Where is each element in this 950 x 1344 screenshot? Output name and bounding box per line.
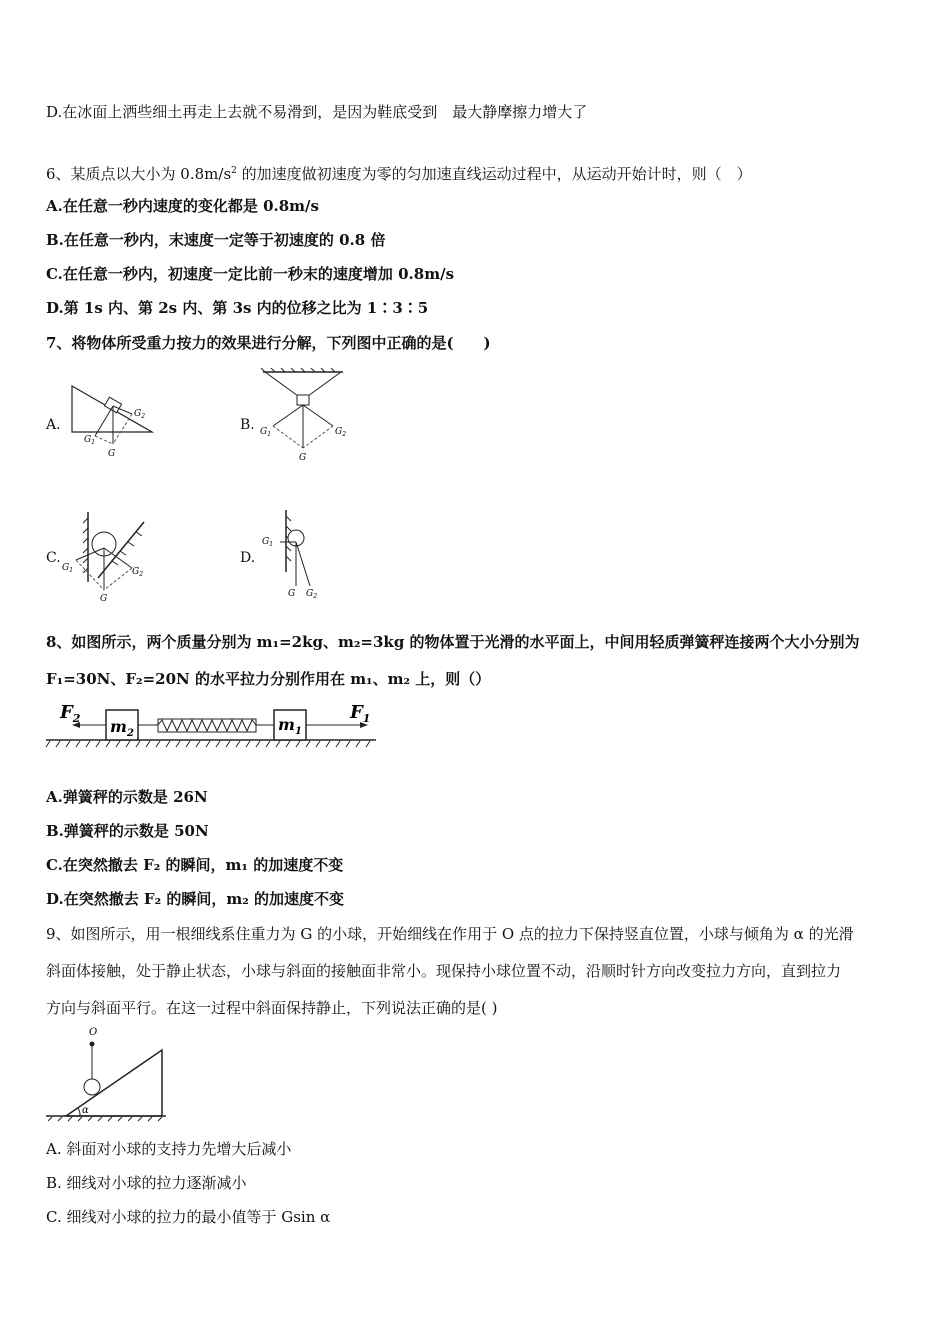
q7b-g1: $G_1$ [260,427,272,438]
q8-option-c: C.在突然撤去 F₂ 的瞬间，m₁ 的加速度不变 [46,856,344,874]
q7-stem: 7、将物体所受重力按力的效果进行分解，下列图中正确的是( ) [46,334,491,352]
q7a-g1: $G_1$ [84,435,96,446]
q9-option-b: B. 细线对小球的拉力逐渐减小 [46,1174,247,1192]
q6-option-d: D.第 1s 内、第 2s 内、第 3s 内的位移之比为 1∶3∶5 [46,299,429,317]
q7b-g2: $G_2$ [335,427,347,438]
q9-stem-line1: 9、如图所示，用一根细线系住重力为 G 的小球，开始细线在作用于 O 点的拉力下保持竖直位置，小球与倾角为 α 的光滑 [46,925,854,943]
q8-stem-line2: F₁=30N、F₂=20N 的水平拉力分别作用在 m₁、m₂ 上，则（） [46,670,491,688]
q7-label-d: D. [240,550,256,566]
q7-figure-c [62,508,152,604]
q7d-g2: $G_2$ [306,589,318,600]
q7-figure-d [258,508,338,604]
q9-stem-line2: 斜面体接触，处于静止状态，小球与斜面的接触面非常小。现保持小球位置不动，沿顺时针方向改变拉力方向，直到拉力 [46,962,842,980]
q6-stem-part2: 的加速度做初速度为零的匀加速直线运动过程中，从运动开始计时，则（ ） [236,165,752,183]
q7c-g1: $G_1$ [62,563,74,574]
q9-option-c: C. 细线对小球的拉力的最小值等于 Gsin α [46,1208,331,1226]
q7a-g2: $G_2$ [134,409,146,420]
q7d-g1: $G_1$ [262,537,274,548]
q8-figure [46,700,378,756]
q8-stem-line1: 8、如图所示，两个质量分别为 m₁=2kg、m₂=3kg 的物体置于光滑的水平面上，中间用轻质弹簧秤连接两个大小分别为 [46,633,860,651]
q6-stem-sup: 2 [231,166,237,176]
q8-f2: $F_2$ [60,702,81,725]
q9-figure [46,1024,170,1122]
q9-angle-alpha: α [82,1105,89,1116]
q7a-g: G [108,449,116,459]
q6-stem [46,161,752,184]
q7b-g: G [299,453,307,463]
q9-point-o: O [89,1027,98,1038]
q8-option-b: B.弹簧秤的示数是 50N [46,822,209,840]
q8-f1: $F_1$ [350,702,371,725]
q6-option-c: C.在任意一秒内，初速度一定比前一秒末的速度增加 0.8m/s [46,265,455,283]
q6-stem-part1: 6、某质点以大小为 0.8m/s [46,165,232,183]
q8-m1: $m_1$ [278,715,302,737]
q9-stem-line3: 方向与斜面平行。在这一过程中斜面保持静止，下列说法正确的是( ) [46,999,498,1017]
q8-option-a: A.弹簧秤的示数是 26N [46,788,208,806]
q8-option-d: D.在突然撤去 F₂ 的瞬间，m₂ 的加速度不变 [46,890,345,908]
q7-figure-a [70,382,160,462]
q6-option-a: A.在任意一秒内速度的变化都是 0.8m/s [46,197,319,215]
q7d-g: G [288,589,296,599]
q7c-g: G [100,594,108,604]
q8-m2: $m_2$ [110,717,134,739]
q7-label-c: C. [46,550,61,566]
q7-figure-b [255,368,355,464]
q9-option-a: A. 斜面对小球的支持力先增大后减小 [46,1140,292,1158]
q7c-g2: $G_2$ [132,567,144,578]
q6-option-b: B.在任意一秒内，末速度一定等于初速度的 0.8 倍 [46,231,386,249]
q7-label-b: B. [240,417,255,433]
q5-option-d: D.在冰面上洒些细土再走上去就不易滑到，是因为鞋底受到 最大静摩擦力增大了 [46,103,588,121]
q7-label-a: A. [46,417,61,433]
